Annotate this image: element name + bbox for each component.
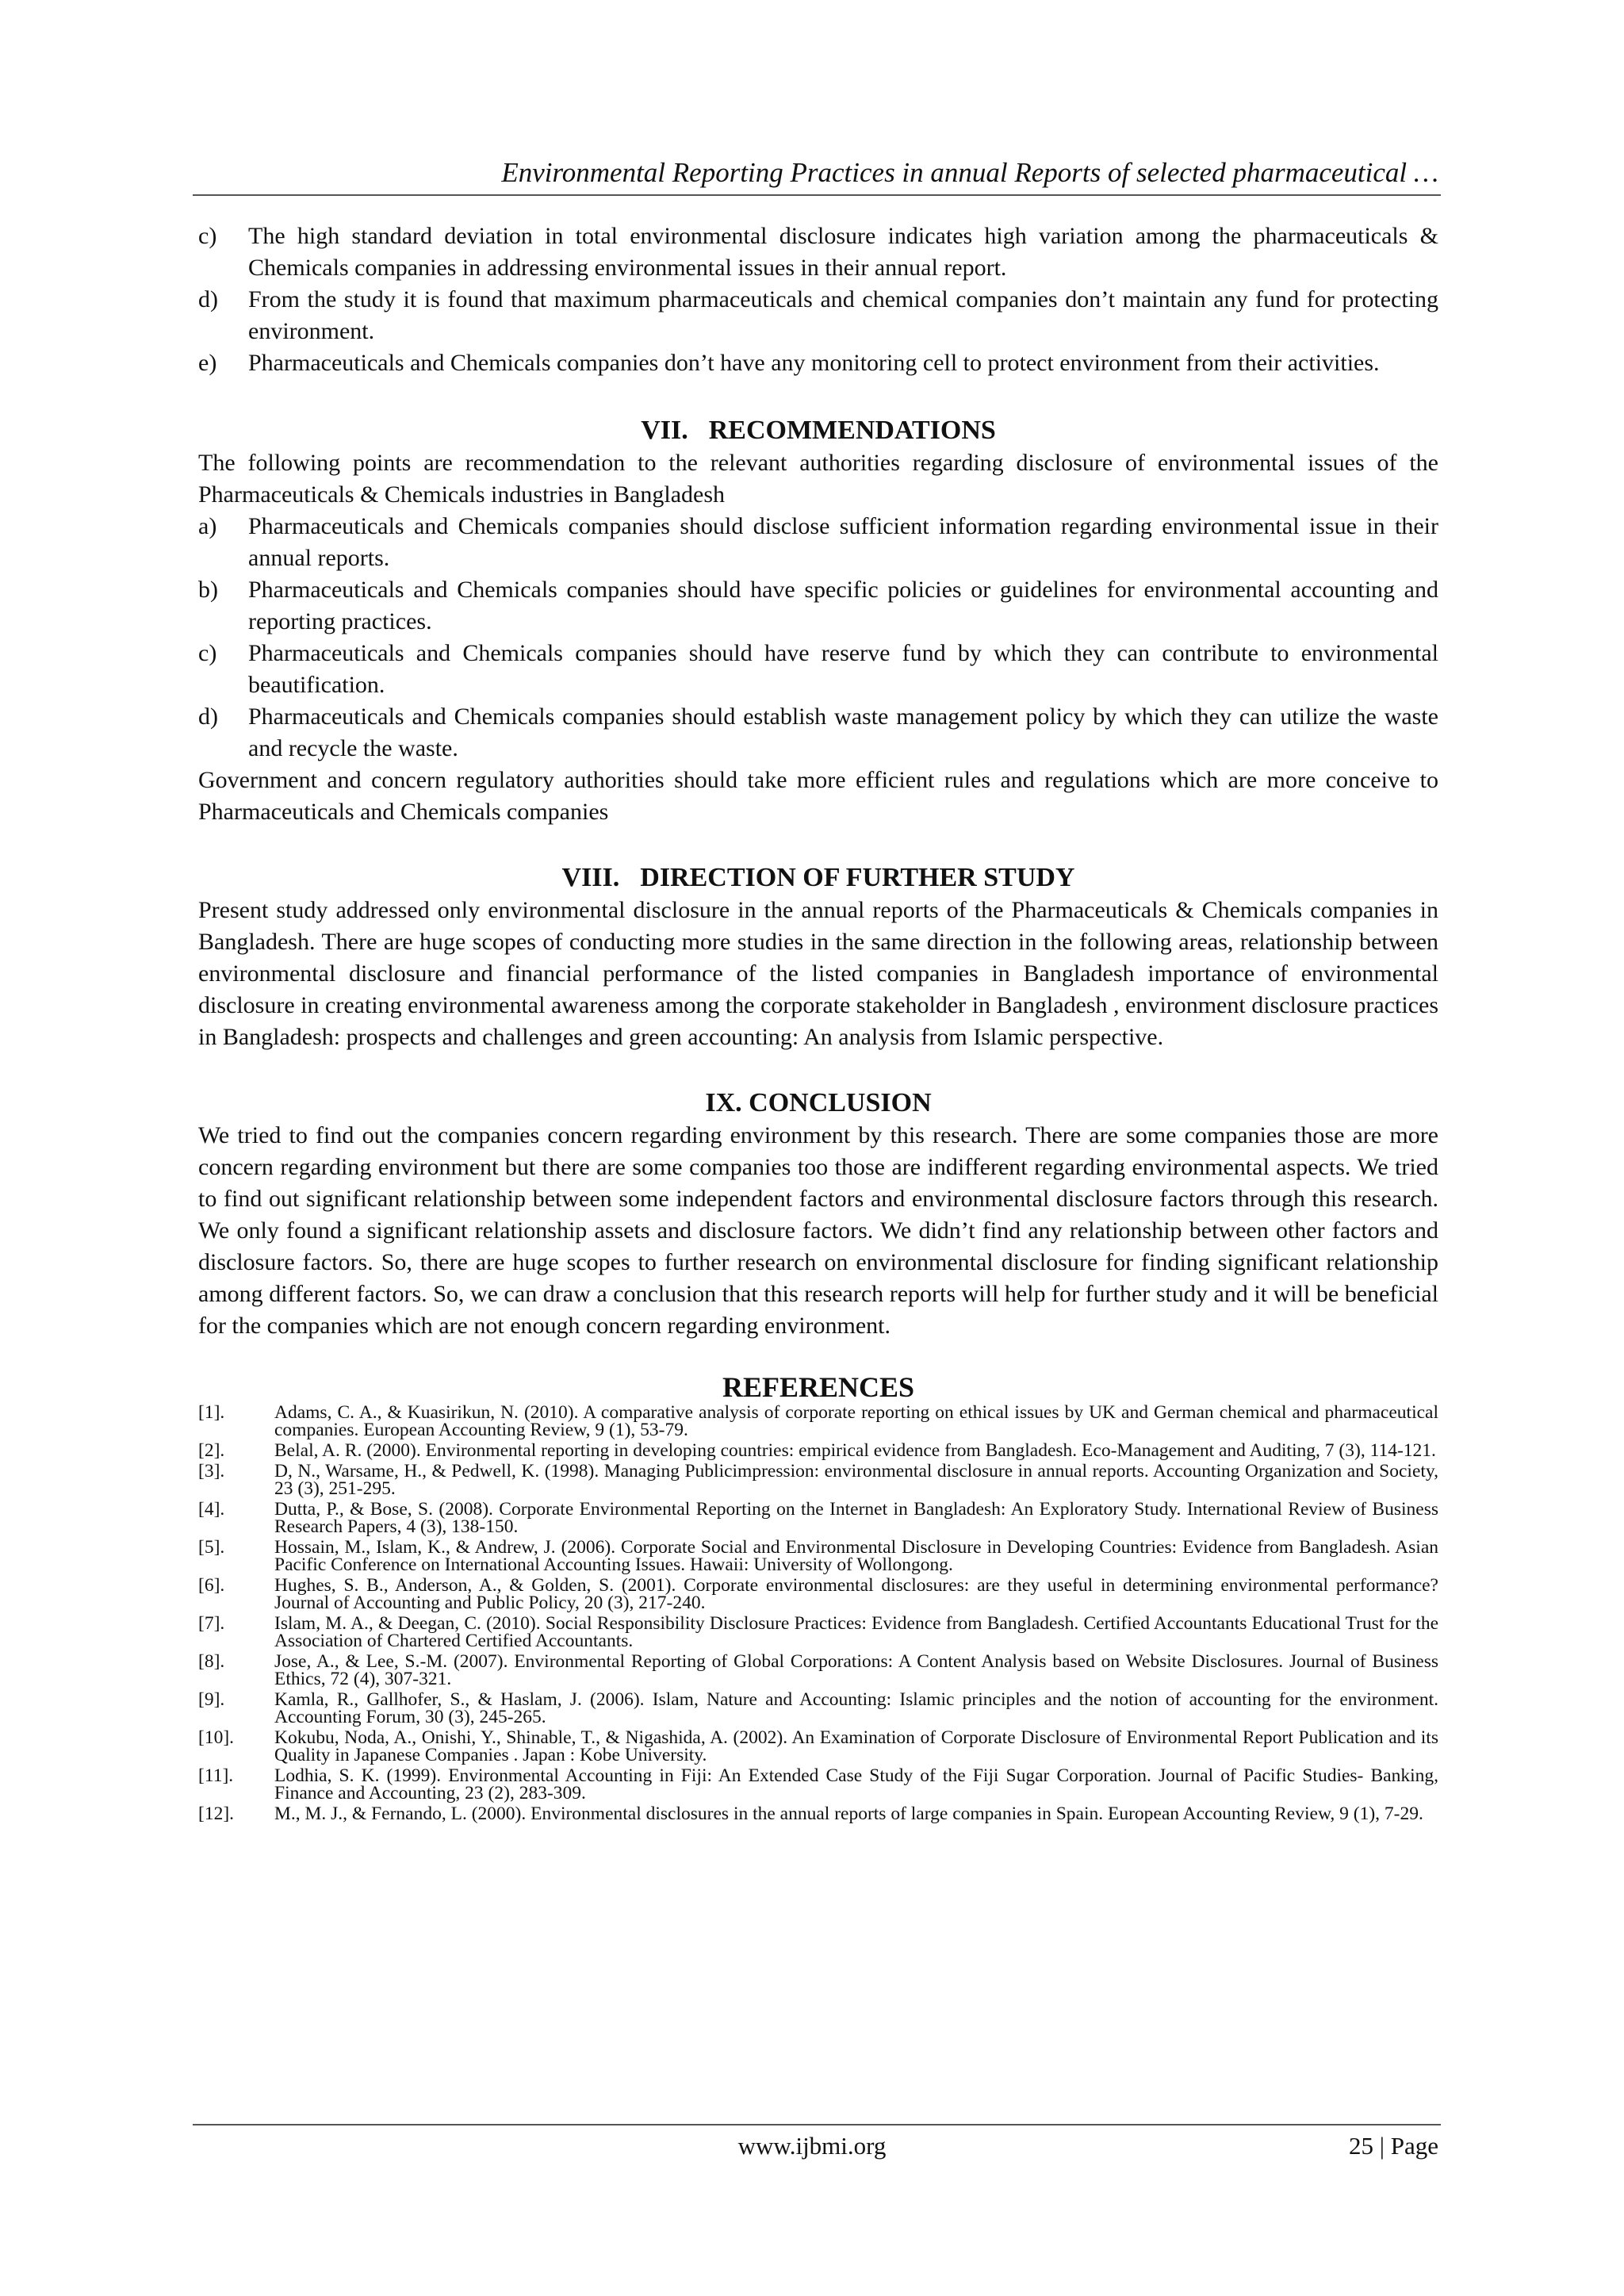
list-item	[198, 638, 1438, 701]
spacer	[198, 1342, 1438, 1370]
list-item	[198, 220, 1438, 284]
list-item-text: Pharmaceuticals and Chemicals companies don’t have any monitoring cell to protect environment from their activities.	[248, 350, 1380, 376]
spacer	[198, 379, 1438, 414]
references-heading: REFERENCES	[722, 1371, 915, 1403]
reference-number: [11].	[198, 1765, 234, 1786]
list-item-text: Pharmaceuticals and Chemicals companies should establish waste management policy by which they can utilize the waste and recycle the waste.	[248, 703, 1438, 761]
list-item-text: The high standard deviation in total environmental disclosure indicates high variation among the pharmaceuticals & Chemicals companies in addressing environmental issues in their annual report.	[248, 223, 1438, 281]
list-marker: c)	[198, 640, 217, 666]
reference-text: Hossain, M., Islam, K., & Andrew, J. (2006). Corporate Social and Environmental Disclosure in Developing Countries: Evidence from Bangladesh. Asian Pacific Conference on International Accounting Issues. Hawaii: University of Wollongong.	[274, 1537, 1438, 1575]
reference-number: [8].	[198, 1651, 225, 1672]
reference-text: D, N., Warsame, H., & Pedwell, K. (1998). Managing Publicimpression: environmental disclosure in annual reports. Accounting Organization and Society, 23 (3), 251-295.	[274, 1461, 1438, 1499]
spacer	[198, 828, 1438, 861]
reference-text: Adams, C. A., & Kuasirikun, N. (2010). A comparative analysis of corporate reporting on ethical issues by UK and German chemical and pharmaceutical companies. European Accounting Review, 9 (1), 53-79.	[274, 1402, 1438, 1440]
conclusion-paragraph: We tried to find out the companies concern regarding environment by this research. There are some companies those are more concern regarding environment but there are some companies too those are indifferent regarding environmental aspects. We tried to find out significant relationship between some independent factors and environmental disclosure factors through this research. We only found a significant relationship assets and disclosure factors. We didn’t find any relationship between other factors and disclosure factors. So, there are huge scopes to further research on environmental disclosure for finding significant relationship among different factors. So, we can draw a conclusion that this research reports will help for further study and it will be beneficial for the companies which are not enough concern regarding environment.	[198, 1122, 1438, 1339]
reference-number: [3].	[198, 1461, 225, 1481]
recommendations-closing: Government and concern regulatory authorities should take more efficient rules and regulations which are more conceive to Pharmaceuticals and Chemicals companies	[198, 767, 1438, 825]
reference-number: [6].	[198, 1575, 225, 1596]
reference-number: [7].	[198, 1613, 225, 1634]
reference-item	[198, 1691, 1438, 1726]
reference-number: [12].	[198, 1803, 235, 1824]
reference-number: [1].	[198, 1402, 225, 1423]
list-item	[198, 511, 1438, 574]
reference-item	[198, 1442, 1438, 1459]
spacer	[198, 1053, 1438, 1087]
running-header: Environmental Reporting Practices in annual Reports of selected pharmaceutical …	[501, 157, 1438, 188]
list-marker: c)	[198, 223, 217, 249]
section-number: VII.	[641, 416, 688, 445]
reference-number: [10].	[198, 1727, 235, 1748]
section-number: VIII.	[561, 863, 620, 892]
section-heading-further-study	[198, 861, 1438, 895]
list-marker: e)	[198, 350, 217, 376]
section-heading-recommendations	[198, 414, 1438, 447]
reference-item	[198, 1539, 1438, 1573]
reference-text: Belal, A. R. (2000). Environmental reporting in developing countries: empirical evidence from Bangladesh. Eco-Management and Auditing, 7 (3), 114-121.	[274, 1440, 1436, 1461]
reference-text: Lodhia, S. K. (1999). Environmental Accounting in Fiji: An Extended Case Study of the Fiji Sugar Corporation. Journal of Pacific Studies- Banking, Finance and Accounting, 23 (2), 283-309.	[274, 1765, 1438, 1803]
list-item-text: From the study it is found that maximum pharmaceuticals and chemical companies don’t maintain any fund for protecting environment.	[248, 286, 1438, 344]
reference-number: [9].	[198, 1689, 225, 1710]
reference-item	[198, 1805, 1438, 1823]
list-item-text: Pharmaceuticals and Chemicals companies should have reserve fund by which they can contribute to environmental beautification.	[248, 640, 1438, 698]
header-rule	[193, 194, 1441, 196]
reference-text: Jose, A., & Lee, S.-M. (2007). Environmental Reporting of Global Corporations: A Content Analysis based on Website Disclosures. Journal of Business Ethics, 72 (4), 307-321.	[274, 1651, 1438, 1689]
findings-list	[198, 220, 1438, 379]
reference-item	[198, 1653, 1438, 1688]
main-content	[198, 220, 1438, 1826]
recommendations-intro: The following points are recommendation to the relevant authorities regarding disclosure of environmental issues of the Pharmaceuticals & Chemicals industries in Bangladesh	[198, 450, 1438, 508]
reference-text: Kokubu, Noda, A., Onishi, Y., Shinable, T., & Nigashida, A. (2002). An Examination of Corporate Disclosure of Environmental Report Publication and its Quality in Japanese Companies . Japan : Kobe University.	[274, 1727, 1438, 1765]
list-marker: d)	[198, 703, 218, 730]
list-item	[198, 574, 1438, 638]
reference-item	[198, 1615, 1438, 1650]
list-item	[198, 347, 1438, 379]
reference-number: [5].	[198, 1537, 225, 1558]
reference-item	[198, 1501, 1438, 1535]
reference-item	[198, 1729, 1438, 1764]
list-item-text: Pharmaceuticals and Chemicals companies should have specific policies or guidelines for environmental accounting and reporting practices.	[248, 577, 1438, 634]
footer-rule	[193, 2124, 1441, 2125]
list-marker: a)	[198, 513, 217, 539]
reference-text: Islam, M. A., & Deegan, C. (2010). Social Responsibility Disclosure Practices: Evidence from Bangladesh. Certified Accountants Educational Trust for the Association of Chartered Certified Accountants.	[274, 1613, 1438, 1651]
list-item	[198, 284, 1438, 347]
recommendations-list	[198, 511, 1438, 765]
section-title: DIRECTION OF FURTHER STUDY	[640, 863, 1075, 892]
reference-text: Dutta, P., & Bose, S. (2008). Corporate Environmental Reporting on the Internet in Bangladesh: An Exploratory Study. International Review of Business Research Papers, 4 (3), 138-150.	[274, 1499, 1438, 1537]
reference-text: Hughes, S. B., Anderson, A., & Golden, S. (2001). Corporate environmental disclosures: are they useful in determining environmental performance? Journal of Accounting and Public Policy, 20 (3), 217-240.	[274, 1575, 1438, 1613]
page-number: 25 | Page	[1349, 2132, 1438, 2160]
list-marker: d)	[198, 286, 218, 312]
reference-item	[198, 1577, 1438, 1612]
reference-text: M., M. J., & Fernando, L. (2000). Environmental disclosures in the annual reports of large companies in Spain. European Accounting Review, 9 (1), 7-29.	[274, 1803, 1423, 1824]
section-title: RECOMMENDATIONS	[708, 416, 996, 445]
section-heading-conclusion: IX. CONCLUSION	[705, 1088, 932, 1117]
references-list	[198, 1404, 1438, 1823]
reference-text: Kamla, R., Gallhofer, S., & Haslam, J. (2006). Islam, Nature and Accounting: Islamic principles and the notion of accounting for the environment. Accounting Forum, 30 (3), 245-265.	[274, 1689, 1438, 1727]
reference-item	[198, 1767, 1438, 1802]
list-item-text: Pharmaceuticals and Chemicals companies should disclose sufficient information regarding environmental issue in their annual reports.	[248, 513, 1438, 571]
further-study-paragraph: Present study addressed only environmental disclosure in the annual reports of the Pharmaceuticals & Chemicals companies in Bangladesh. There are huge scopes of conducting more studies in the same direction in the following areas, relationship between environmental disclosure and financial performance of the listed companies in Bangladesh importance of environmental disclosure in creating environmental awareness among the corporate stakeholder in Bangladesh , environment disclosure practices in Bangladesh: prospects and challenges and green accounting: An analysis from Islamic perspective.	[198, 897, 1438, 1050]
footer-website-link[interactable]: www.ijbmi.org	[737, 2132, 887, 2160]
list-item	[198, 701, 1438, 765]
reference-number: [2].	[198, 1440, 225, 1461]
reference-number: [4].	[198, 1499, 225, 1520]
reference-item	[198, 1462, 1438, 1497]
list-marker: b)	[198, 577, 218, 603]
reference-item	[198, 1404, 1438, 1439]
